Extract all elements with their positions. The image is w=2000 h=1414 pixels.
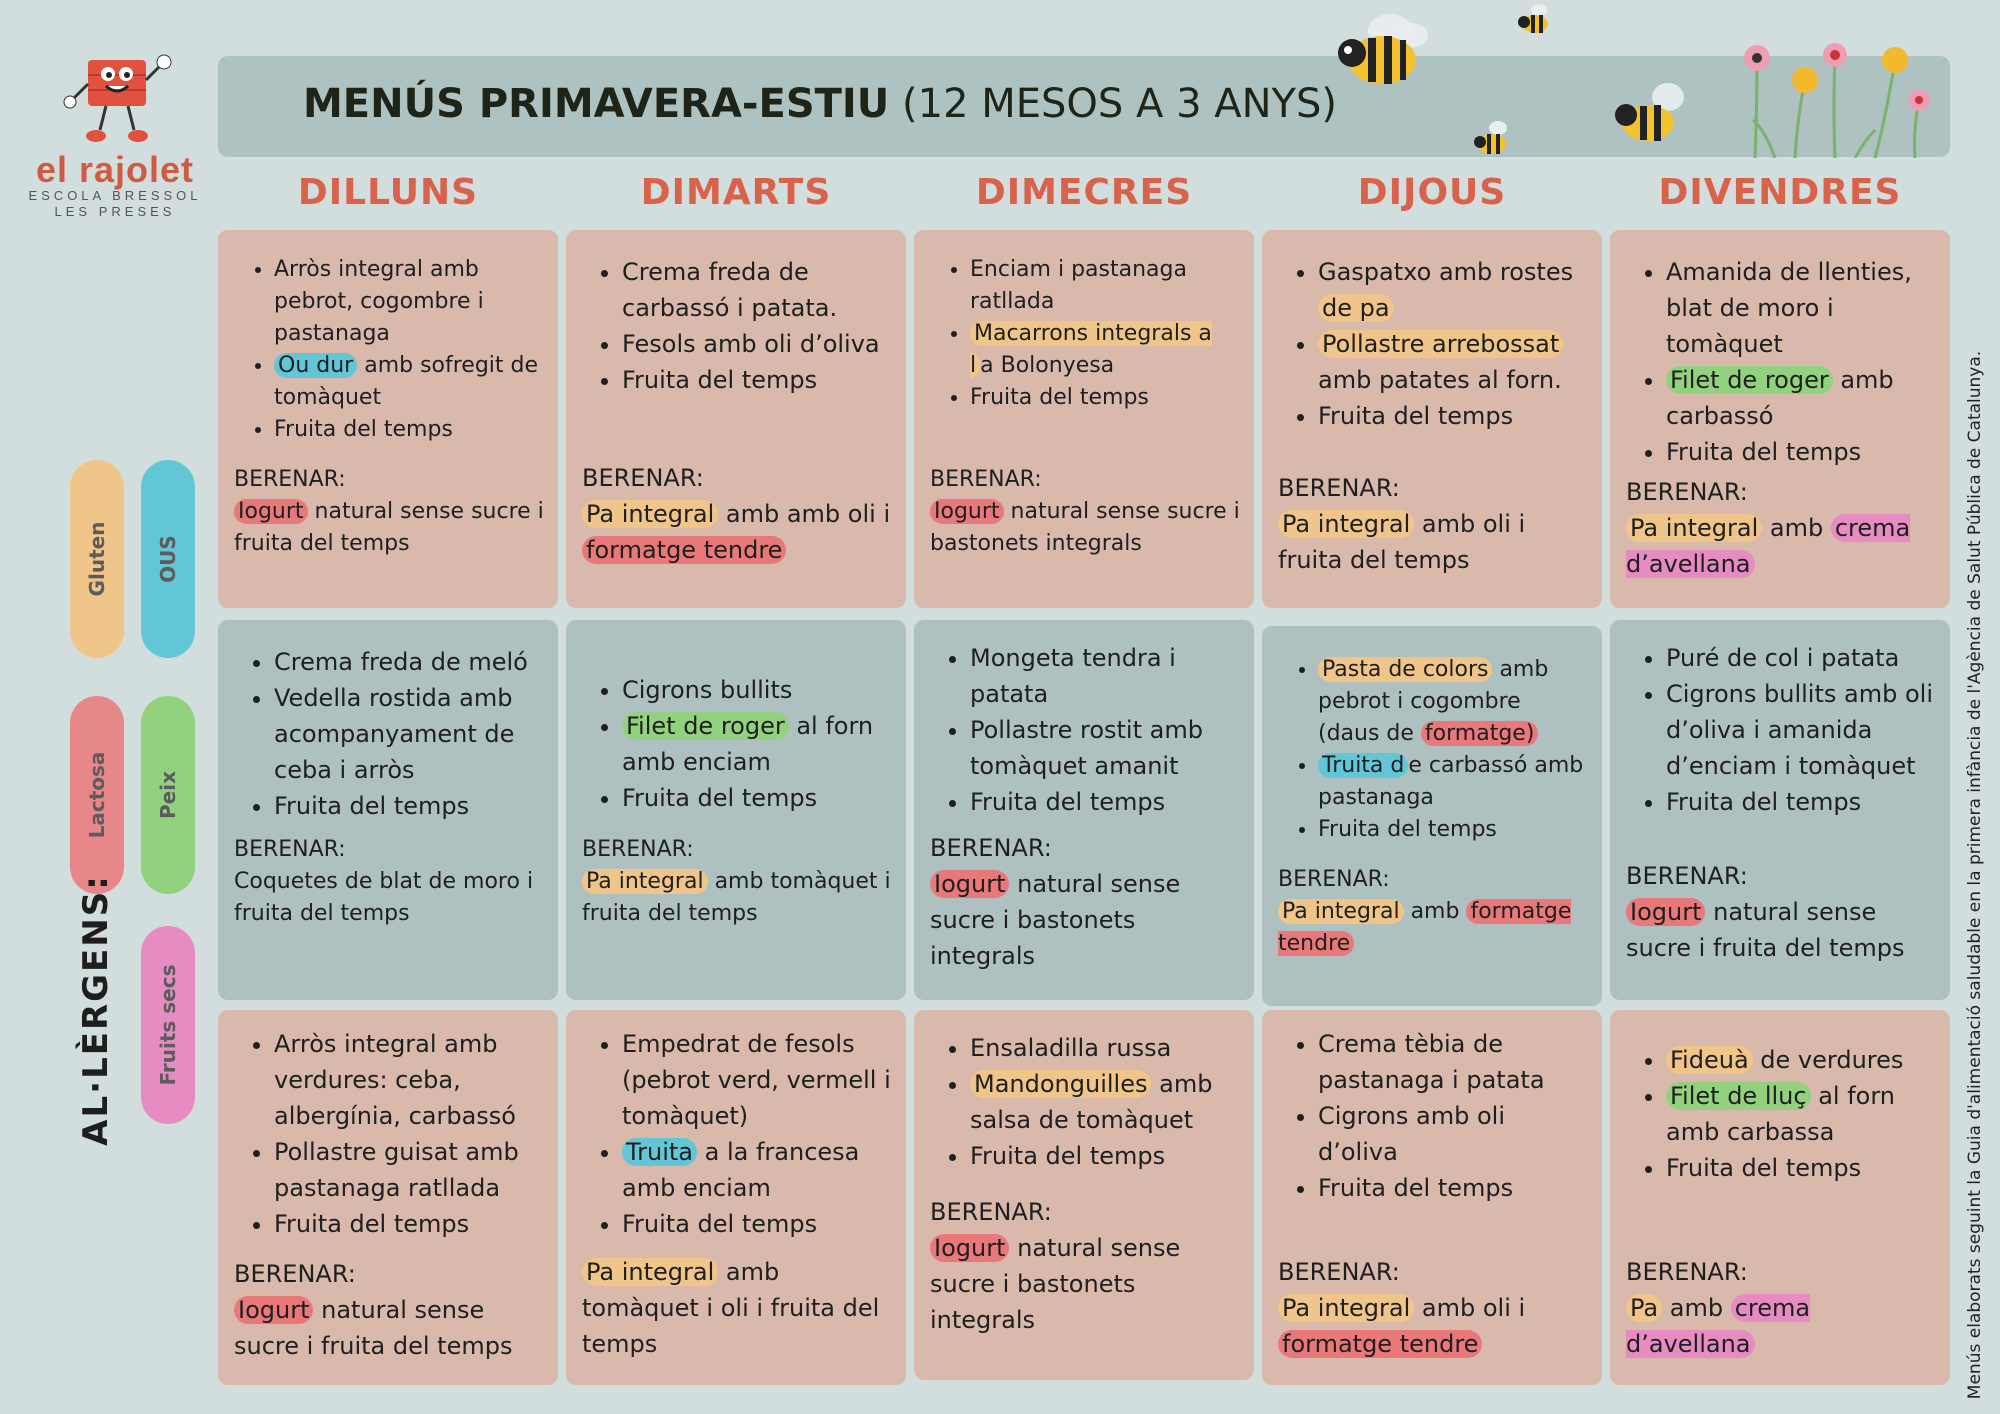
menu-cell-week3-friday: • Fideuà de verdures • Filet de lluç al forn amb carbassa • Fruita del temps BERENAR: Pa amb crema d’avellana bbox=[1610, 1010, 1950, 1385]
snack: BERENAR: Iogurt natural sense sucre i fruita del temps bbox=[1626, 862, 1905, 962]
menu-cell-week1-friday: • Amanida de llenties, blat de moro i tomàquet • Filet de roger amb carbassó • Fruita del temps BERENAR: Pa integral amb crema d’avellana bbox=[1610, 230, 1950, 608]
menu-cell-week2-thursday: • Pasta de colors amb pebrot i cogombre (daus de formatge) • Truita d e carbassó amb pastanaga • Fruita del temps BERENAR: Pa integral amb formatge tendre bbox=[1262, 626, 1602, 1006]
allergen-nuts-pill: Fruits secs bbox=[141, 926, 195, 1124]
snack: BERENAR: Iogurt natural sense sucre i fruita del temps bbox=[234, 467, 544, 556]
menu-cell-week3-wednesday: • Ensaladilla russa • Mandonguilles amb salsa de tomàquet • Fruita del temps BERENAR: Iogurt natural sense sucre i bastonets integrals bbox=[914, 1010, 1254, 1380]
snack: BERENAR: Pa integral amb formatge tendre bbox=[1278, 867, 1572, 956]
allergen-eggs-pill: OUS bbox=[141, 460, 195, 658]
menu-cell-week2-monday: • Crema freda de meló • Vedella rostida amb acompanyament de ceba i arròs • Fruita del temps BERENAR: Coquetes de blat de moro i fruita del temps bbox=[218, 620, 558, 1000]
menu-cell-week3-tuesday: • Empedrat de fesols (pebrot verd, vermell i tomàquet) • Truita a la francesa amb enciam • Fruita del temps Pa integral amb tomàquet i oli i fruita del temps bbox=[566, 1010, 906, 1385]
day-heading-monday: DILLUNS bbox=[297, 172, 479, 213]
allergen-gluten-pill: Gluten bbox=[70, 460, 124, 658]
snack: BERENAR: Pa integral amb amb oli i formatge tendre bbox=[582, 464, 891, 564]
logo-subtitle-1: ESCOLA BRESSOL bbox=[28, 188, 202, 203]
menu-cell-week3-thursday: • Crema tèbia de pastanaga i patata • Cigrons amb oli d’oliva • Fruita del temps BERENAR: Pa integral amb oli i formatge tendre bbox=[1262, 1010, 1602, 1385]
guideline-note: Menús elaborats seguint la Guia d'alimentació saludable en la primera infància de l'Agència de Salut Pública de Catalunya. bbox=[1965, 350, 1985, 1400]
bee-icon bbox=[1470, 118, 1515, 160]
menu-cell-week1-tuesday: • Crema freda de carbassó i patata. • Fesols amb oli d’oliva • Fruita del temps BERENAR: Pa integral amb amb oli i formatge tendre bbox=[566, 230, 906, 608]
day-heading-tuesday: DIMARTS bbox=[640, 172, 832, 213]
snack: Pa integral amb tomàquet i oli i fruita del temps bbox=[582, 1258, 880, 1358]
menu-cell-week3-monday: • Arròs integral amb verdures: ceba, albergínia, carbassó • Pollastre guisat amb pastanaga ratllada • Fruita del temps BERENAR: Iogurt natural sense sucre i fruita del temps bbox=[218, 1010, 558, 1385]
snack: BERENAR: Iogurt natural sense sucre i bastonets integrals bbox=[930, 467, 1240, 556]
menu-cell-week2-wednesday: • Mongeta tendra i patata • Pollastre rostit amb tomàquet amanit • Fruita del temps BERENAR: Iogurt natural sense sucre i bastonets integrals bbox=[914, 620, 1254, 1000]
allergens-label: AL·LÈRGENS: bbox=[76, 874, 116, 1146]
snack: BERENAR: Coquetes de blat de moro i fruita del temps bbox=[234, 837, 534, 926]
snack: BERENAR: Pa integral amb crema d’avellana bbox=[1626, 478, 1911, 578]
menu-cell-week2-tuesday: • Cigrons bullits • Filet de roger al forn amb enciam • Fruita del temps BERENAR: Pa integral amb tomàquet i fruita del temps bbox=[566, 620, 906, 1000]
logo-name: el rajolet bbox=[35, 149, 195, 190]
menu-cell-week2-friday: • Puré de col i patata • Cigrons bullits amb oli d’oliva i amanida d’enciam i tomàquet • Fruita del temps BERENAR: Iogurt natural sense sucre i fruita del temps bbox=[1610, 620, 1950, 1000]
brick-mascot-icon bbox=[40, 50, 190, 150]
bee-icon bbox=[1515, 0, 1555, 40]
flowers-icon bbox=[1735, 30, 1950, 158]
snack: BERENAR: Iogurt natural sense sucre i fruita del temps bbox=[234, 1260, 513, 1360]
page-title: MENÚS PRIMAVERA-ESTIU (12 MESOS A 3 ANYS) bbox=[303, 81, 1337, 127]
snack: BERENAR: Pa integral amb oli i formatge tendre bbox=[1278, 1258, 1526, 1358]
snack: BERENAR: Pa integral amb tomàquet i fruita del temps bbox=[582, 837, 891, 926]
bee-icon bbox=[1330, 5, 1440, 95]
allergen-fish-pill: Peix bbox=[141, 696, 195, 894]
day-heading-wednesday: DIMECRES bbox=[975, 172, 1193, 213]
logo-subtitle-2: LES PRESES bbox=[54, 204, 176, 219]
day-heading-friday: DIVENDRES bbox=[1658, 172, 1902, 213]
snack: BERENAR: Iogurt natural sense sucre i bastonets integrals bbox=[930, 834, 1181, 970]
school-logo bbox=[20, 50, 210, 219]
menu-cell-week1-thursday: • Gaspatxo amb rostes de pa • Pollastre arrebossat amb patates al forn. • Fruita del temps BERENAR: Pa integral amb oli i fruita del temps bbox=[1262, 230, 1602, 608]
day-heading-thursday: DIJOUS bbox=[1357, 172, 1507, 213]
menu-cell-week1-monday: • Arròs integral amb pebrot, cogombre i pastanaga • Ou dur amb sofregit de tomàquet • Fruita del temps BERENAR: Iogurt natural sense sucre i fruita del temps bbox=[218, 230, 558, 608]
snack: BERENAR: Pa integral amb oli i fruita del temps bbox=[1278, 474, 1526, 574]
menu-cell-week1-wednesday: • Enciam i pastanaga ratllada • Macarrons integrals a l a Bolonyesa • Fruita del temps BERENAR: Iogurt natural sense sucre i bastonets integrals bbox=[914, 230, 1254, 608]
snack: BERENAR: Iogurt natural sense sucre i bastonets integrals bbox=[930, 1198, 1181, 1334]
bee-icon bbox=[1610, 75, 1695, 155]
snack: BERENAR: Pa amb crema d’avellana bbox=[1626, 1258, 1811, 1358]
allergen-lactose-pill: Lactosa bbox=[70, 696, 124, 894]
